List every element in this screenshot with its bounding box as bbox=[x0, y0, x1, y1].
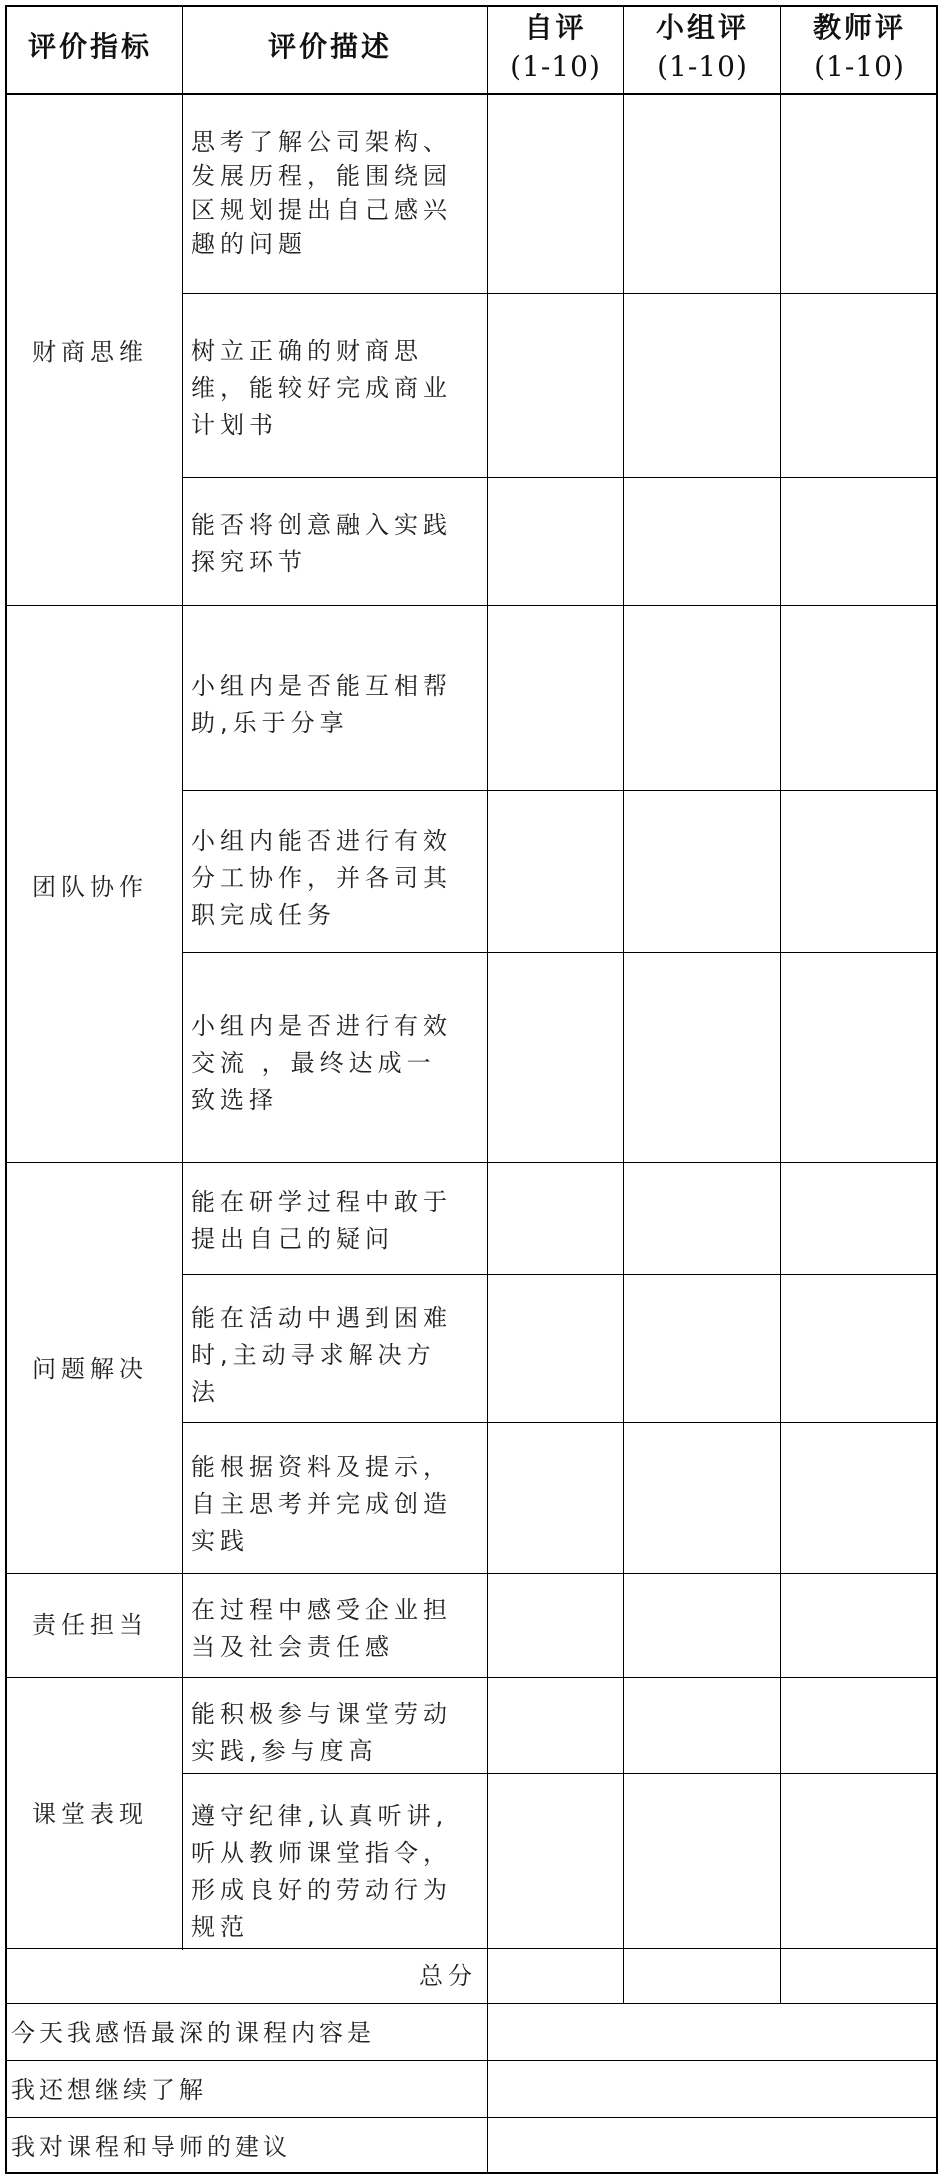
description-cell: 树立正确的财商思 维，能较好完成商业 计划书 bbox=[191, 337, 452, 439]
feedback-answer-cell[interactable] bbox=[488, 2118, 937, 2173]
header-self: 自评 bbox=[524, 11, 587, 44]
table-border bbox=[5, 5, 938, 7]
header-group: 小组评 bbox=[655, 11, 749, 44]
table-border bbox=[5, 5, 7, 2174]
table-divider bbox=[5, 1677, 938, 1678]
header-description: 评价描述 bbox=[268, 30, 393, 63]
table-divider bbox=[182, 952, 938, 953]
self-score-cell[interactable] bbox=[488, 95, 623, 293]
category-name: 财商思维 bbox=[32, 338, 148, 366]
description-cell: 小组内能否进行有效 分工协作，并各司其 职完成任务 bbox=[191, 827, 452, 929]
table-divider bbox=[182, 790, 938, 791]
header-group-range: (1-10) bbox=[657, 50, 748, 83]
description-cell: 能积极参与课堂劳动 实践,参与度高 bbox=[191, 1700, 452, 1765]
category-name: 问题解决 bbox=[32, 1355, 148, 1383]
table-divider bbox=[780, 5, 781, 2004]
table-divider bbox=[182, 1422, 938, 1423]
table-divider bbox=[5, 1573, 938, 1574]
feedback-label: 我还想继续了解 bbox=[11, 2076, 207, 2104]
table-divider bbox=[182, 1773, 938, 1774]
feedback-label: 今天我感悟最深的课程内容是 bbox=[11, 2019, 375, 2047]
header-teacher-range: (1-10) bbox=[814, 50, 905, 83]
table-divider bbox=[182, 5, 183, 1950]
table-border bbox=[936, 5, 938, 2174]
table-divider bbox=[5, 2117, 938, 2118]
table-divider bbox=[5, 2003, 938, 2004]
feedback-answer-cell[interactable] bbox=[488, 2004, 937, 2059]
feedback-answer-cell[interactable] bbox=[488, 2061, 937, 2116]
table-divider bbox=[5, 93, 938, 95]
group-total-cell[interactable] bbox=[625, 1950, 780, 2002]
header-indicator: 评价指标 bbox=[28, 30, 153, 63]
description-cell: 能否将创意融入实践 探究环节 bbox=[191, 511, 452, 576]
description-cell: 在过程中感受企业担 当及社会责任感 bbox=[191, 1596, 452, 1661]
table-divider bbox=[182, 293, 938, 294]
feedback-label: 我对课程和导师的建议 bbox=[11, 2133, 291, 2161]
description-cell: 能在研学过程中敢于 提出自己的疑问 bbox=[191, 1188, 452, 1253]
category-name: 团队协作 bbox=[32, 873, 148, 901]
total-label: 总分 bbox=[419, 1962, 477, 1990]
header-teacher: 教师评 bbox=[812, 11, 906, 44]
table-divider bbox=[623, 5, 624, 2004]
description-cell: 小组内是否进行有效 交流 ，最终达成一 致选择 bbox=[191, 1012, 452, 1114]
table-divider bbox=[5, 1948, 938, 1949]
category-name: 责任担当 bbox=[32, 1611, 148, 1639]
table-divider bbox=[487, 5, 488, 2174]
description-cell: 小组内是否能互相帮 助,乐于分享 bbox=[191, 672, 452, 737]
description-cell: 遵守纪律,认真听讲, 听从教师课堂指令， 形成良好的劳动行为 规范 bbox=[191, 1802, 452, 1941]
description-cell: 思考了解公司架构、 发展历程，能围绕园 区规划提出自己感兴 趣的问题 bbox=[191, 128, 452, 258]
table-divider bbox=[5, 2060, 938, 2061]
table-divider bbox=[5, 1162, 938, 1163]
self-total-cell[interactable] bbox=[488, 1950, 623, 2002]
description-cell: 能在活动中遇到困难 时,主动寻求解决方 法 bbox=[191, 1304, 452, 1406]
table-divider bbox=[5, 605, 938, 606]
group-score-cell[interactable] bbox=[625, 95, 780, 293]
header-self-range: (1-10) bbox=[510, 50, 601, 83]
teacher-total-cell[interactable] bbox=[782, 1950, 937, 2002]
table-divider bbox=[182, 1274, 938, 1275]
table-divider bbox=[182, 477, 938, 478]
table-border bbox=[5, 2172, 938, 2174]
description-cell: 能根据资料及提示， 自主思考并完成创造 实践 bbox=[191, 1453, 452, 1555]
teacher-score-cell[interactable] bbox=[782, 95, 937, 293]
category-name: 课堂表现 bbox=[32, 1800, 148, 1828]
